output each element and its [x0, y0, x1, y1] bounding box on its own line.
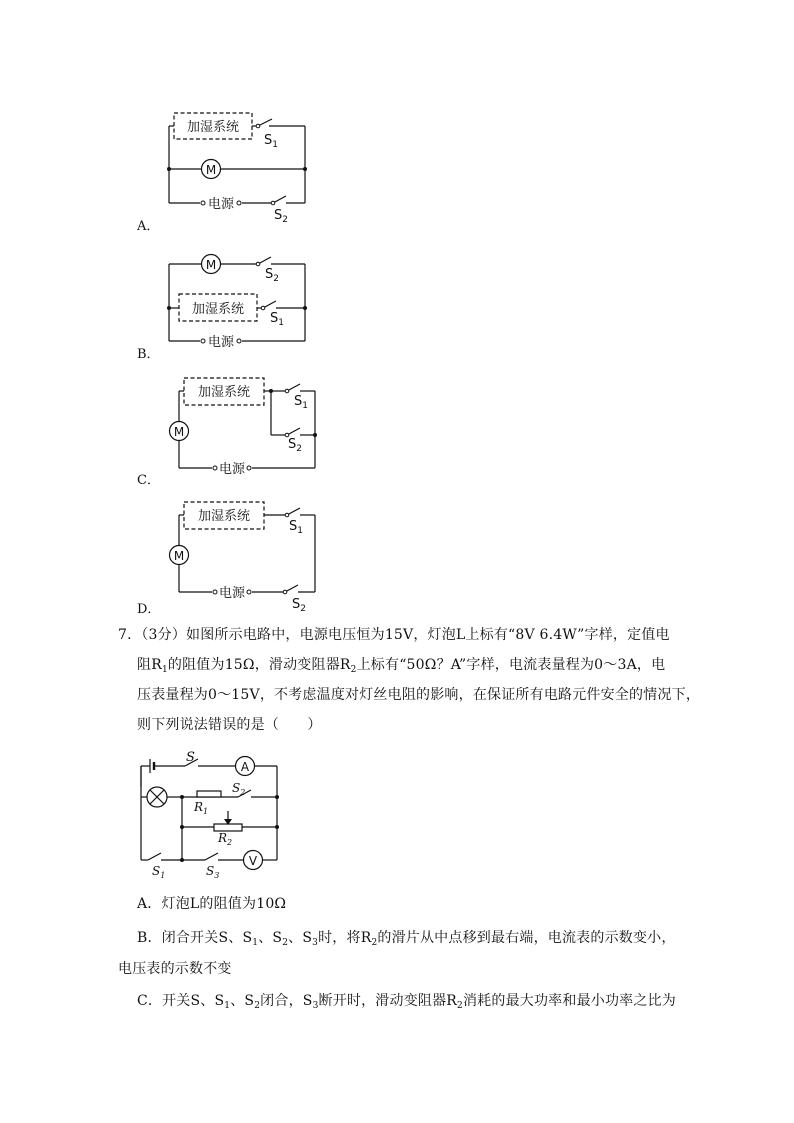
resistor-r1-label: $R_1$: [194, 800, 209, 816]
circuit-option-d: [160, 496, 330, 614]
switch-s1-label: $S_1$: [289, 519, 303, 536]
question-7-line-3: 压表量程为0～15V，不考虑温度对灯丝电阻的影响，在保证所有电路元件安全的情况下，: [137, 687, 701, 703]
motor-label: M: [173, 549, 185, 563]
ammeter-label: A: [240, 760, 250, 774]
power-label: 电源: [218, 462, 246, 477]
option-b-label[interactable]: B．: [137, 347, 160, 362]
power-label: 电源: [207, 197, 235, 212]
question-7-line-2: 阻$R_1$的阻值为15Ω，滑动变阻器$R_2$上标有“50Ω？A”字样，电流表量程为0～3A，电: [137, 657, 666, 675]
switch-s2-label: $S_2$: [232, 781, 246, 797]
humidifier-box-label: 加湿系统: [197, 385, 251, 400]
switch-s2-label: $S_2$: [265, 267, 279, 284]
choice-b-line-2[interactable]: 电压表的示数不变: [118, 961, 232, 977]
option-d-label[interactable]: D．: [137, 602, 161, 617]
motor-label: M: [173, 425, 185, 439]
question-7-line-4: 则下列说法错误的是（ ）: [137, 717, 322, 733]
switch-s1-label: $S_1$: [264, 133, 278, 150]
option-c-label[interactable]: C．: [137, 473, 160, 488]
choice-b-line-1[interactable]: B．闭合开关S、$S_1$、$S_2$、$S_3$时，将$R_2$的滑片从中点移到最右端，电流表的示数变小，: [137, 930, 676, 948]
voltmeter-label: V: [248, 854, 258, 868]
question-7-line-1: 7．（3分）如图所示电路中，电源电压恒为15V，灯泡L上标有“8V 6.4W”字样，定值电: [118, 627, 670, 643]
power-label: 电源: [207, 335, 235, 350]
switch-s2-label: $S_2$: [288, 437, 302, 454]
switch-s-label: S: [186, 750, 195, 765]
circuit-option-b: [150, 248, 320, 353]
choice-c[interactable]: C．开关S、$S_1$、$S_2$闭合，$S_3$断开时，滑动变阻器$R_2$消耗的最大功率和最小功率之比为: [137, 993, 676, 1011]
switch-s2-label: $S_2$: [292, 597, 306, 614]
question-7-circuit: [130, 745, 290, 885]
choice-a[interactable]: A．灯泡L的阻值为10Ω: [137, 896, 287, 912]
switch-s1-label: $S_1$: [294, 394, 308, 411]
humidifier-box-label: 加湿系统: [191, 302, 245, 317]
humidifier-box-label: 加湿系统: [197, 509, 251, 524]
motor-label: M: [205, 163, 217, 177]
option-a-label[interactable]: A．: [137, 219, 160, 234]
switch-s1-label: $S_1$: [270, 311, 284, 328]
rheostat-r2-label: $R_2$: [218, 831, 233, 847]
motor-label: M: [205, 258, 217, 272]
power-label: 电源: [218, 586, 246, 601]
circuit-option-a: [150, 105, 320, 225]
circuit-option-c: [160, 372, 330, 482]
switch-s3-label: $S_3$: [206, 864, 220, 880]
switch-s2-label: $S_2$: [274, 208, 288, 225]
humidifier-box-label: 加湿系统: [186, 120, 240, 135]
switch-s1-label: $S_1$: [152, 864, 166, 880]
